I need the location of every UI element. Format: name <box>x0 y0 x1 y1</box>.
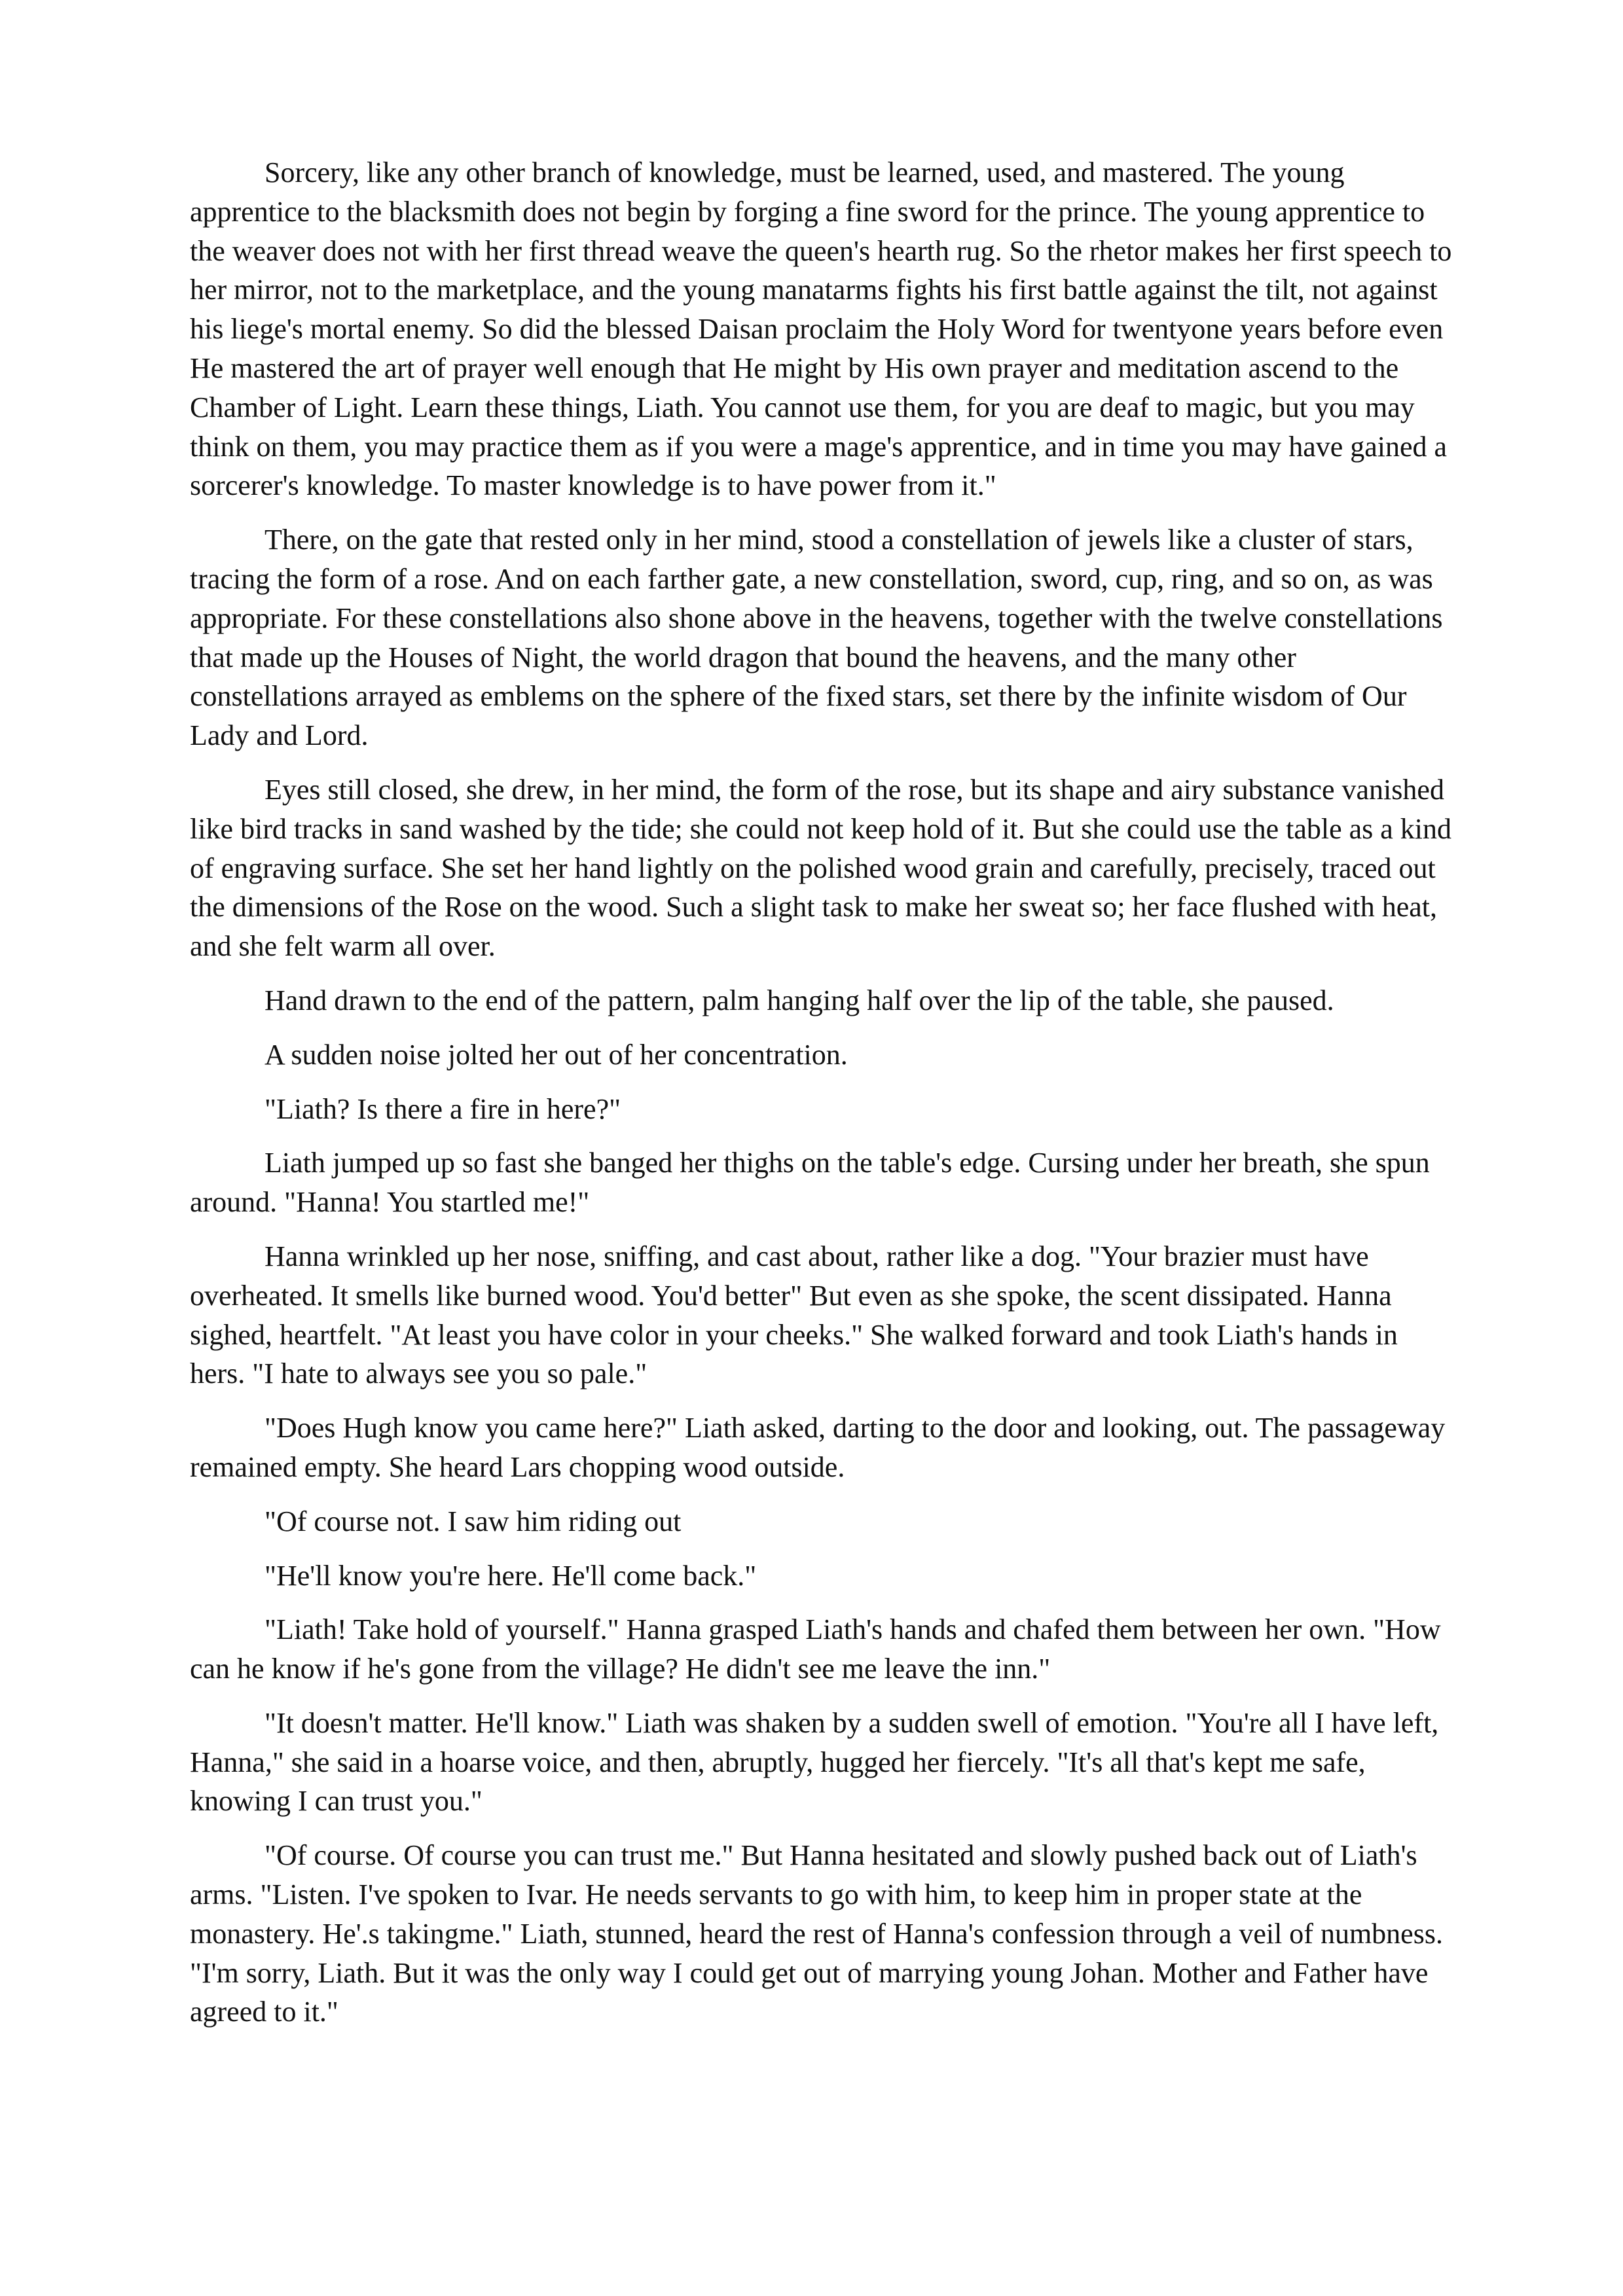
paragraph-10: "Of course not. I saw him riding out <box>264 1505 682 1537</box>
paragraph-13: "It doesn't matter. He'll know." Liath was shaken by a sudden swell of emotion. "You're all I have left, Hanna," she said in a hoarse voice, and then, abruptly, hugged her fiercely. "It's all that's kept me safe, knowing I can trust you." <box>190 1706 1439 1818</box>
paragraph-11: "He'll know you're here. He'll come back." <box>264 1559 757 1592</box>
paragraph-8: Hanna wrinkled up her nose, sniffing, and cast about, rather like a dog. "Your brazier must have overheated. It smells like burned wood. You'd better" But even as she spoke, the scent dissipated. Hanna sighed, heartfelt. "At least you have color in your cheeks." She walked forward and took Liath's hands in hers. "I hate to always see you so pale." <box>190 1240 1398 1390</box>
paragraph-6: "Liath? Is there a fire in here?" <box>264 1092 621 1125</box>
paragraph-4: Hand drawn to the end of the pattern, palm hanging half over the lip of the table, she paused. <box>264 984 1334 1016</box>
paragraph-14: "Of course. Of course you can trust me." But Hanna hesitated and slowly pushed back out of Liath's arms. "Listen. I've spoken to Ivar. He needs servants to go with him, to keep him in proper state at the monastery. He'.s takingme." Liath, stunned, heard the rest of Hanna's confession through a veil of numbness. "I'm sorry, Liath. But it was the only way I could get out of marrying young Johan. Mother and Father have agreed to it." <box>190 1839 1443 2028</box>
paragraph-12: "Liath! Take hold of yourself." Hanna grasped Liath's hands and chafed them between her own. "How can he know if he's gone from the village? He didn't see me leave the inn." <box>190 1613 1441 1685</box>
paragraph-5: A sudden noise jolted her out of her concentration. <box>264 1038 848 1071</box>
paragraph-7: Liath jumped up so fast she banged her thighs on the table's edge. Cursing under her breath, she spun around. "Hanna! You startled me!" <box>190 1147 1430 1219</box>
paragraph-1: Sorcery, like any other branch of knowledge, must be learned, used, and mastered. The young apprentice to the blacksmith does not begin by forging a fine sword for the prince. The young apprentice to the weaver does not with her first thread weave the queen's hearth rug. So the rhetor makes her first speech to her mirror, not to the marketplace, and the young manatarms fights his first battle against the tilt, not against his liege's mortal enemy. So did the blessed Daisan proclaim the Holy Word for twentyone years before even He mastered the art of prayer well enough that He might by His own prayer and meditation ascend to the Chamber of Light. Learn these things, Liath. You cannot use them, for you are deaf to magic, but you may think on them, you may practice them as if you were a mage's apprentice, and in time you may have gained a sorcerer's knowledge. To master knowledge is to have power from it." <box>190 156 1452 502</box>
paragraph-9: "Does Hugh know you came here?" Liath asked, darting to the door and looking, out. The passageway remained empty. She heard Lars chopping wood outside. <box>190 1412 1446 1483</box>
paragraph-2: There, on the gate that rested only in her mind, stood a constellation of jewels like a cluster of stars, tracing the form of a rose. And on each farther gate, a new constellation, sword, cup, ring, and so on, as was appropriate. For these constellations also shone above in the heavens, together with the twelve constellations that made up the Houses of Night, the world dragon that bound the heavens, and the many other constellations arrayed as emblems on the sphere of the fixed stars, set there by the infinite wisdom of Our Lady and Lord. <box>190 524 1443 752</box>
paragraph-3: Eyes still closed, she drew, in her mind, the form of the rose, but its shape and airy substance vanished like bird tracks in sand washed by the tide; she could not keep hold of it. But she could use the table as a kind of engraving surface. She set her hand lightly on the polished wood grain and carefully, precisely, traced out the dimensions of the Rose on the wood. Such a slight task to make her sweat so; her face flushed with heat, and she felt warm all over. <box>190 773 1452 963</box>
